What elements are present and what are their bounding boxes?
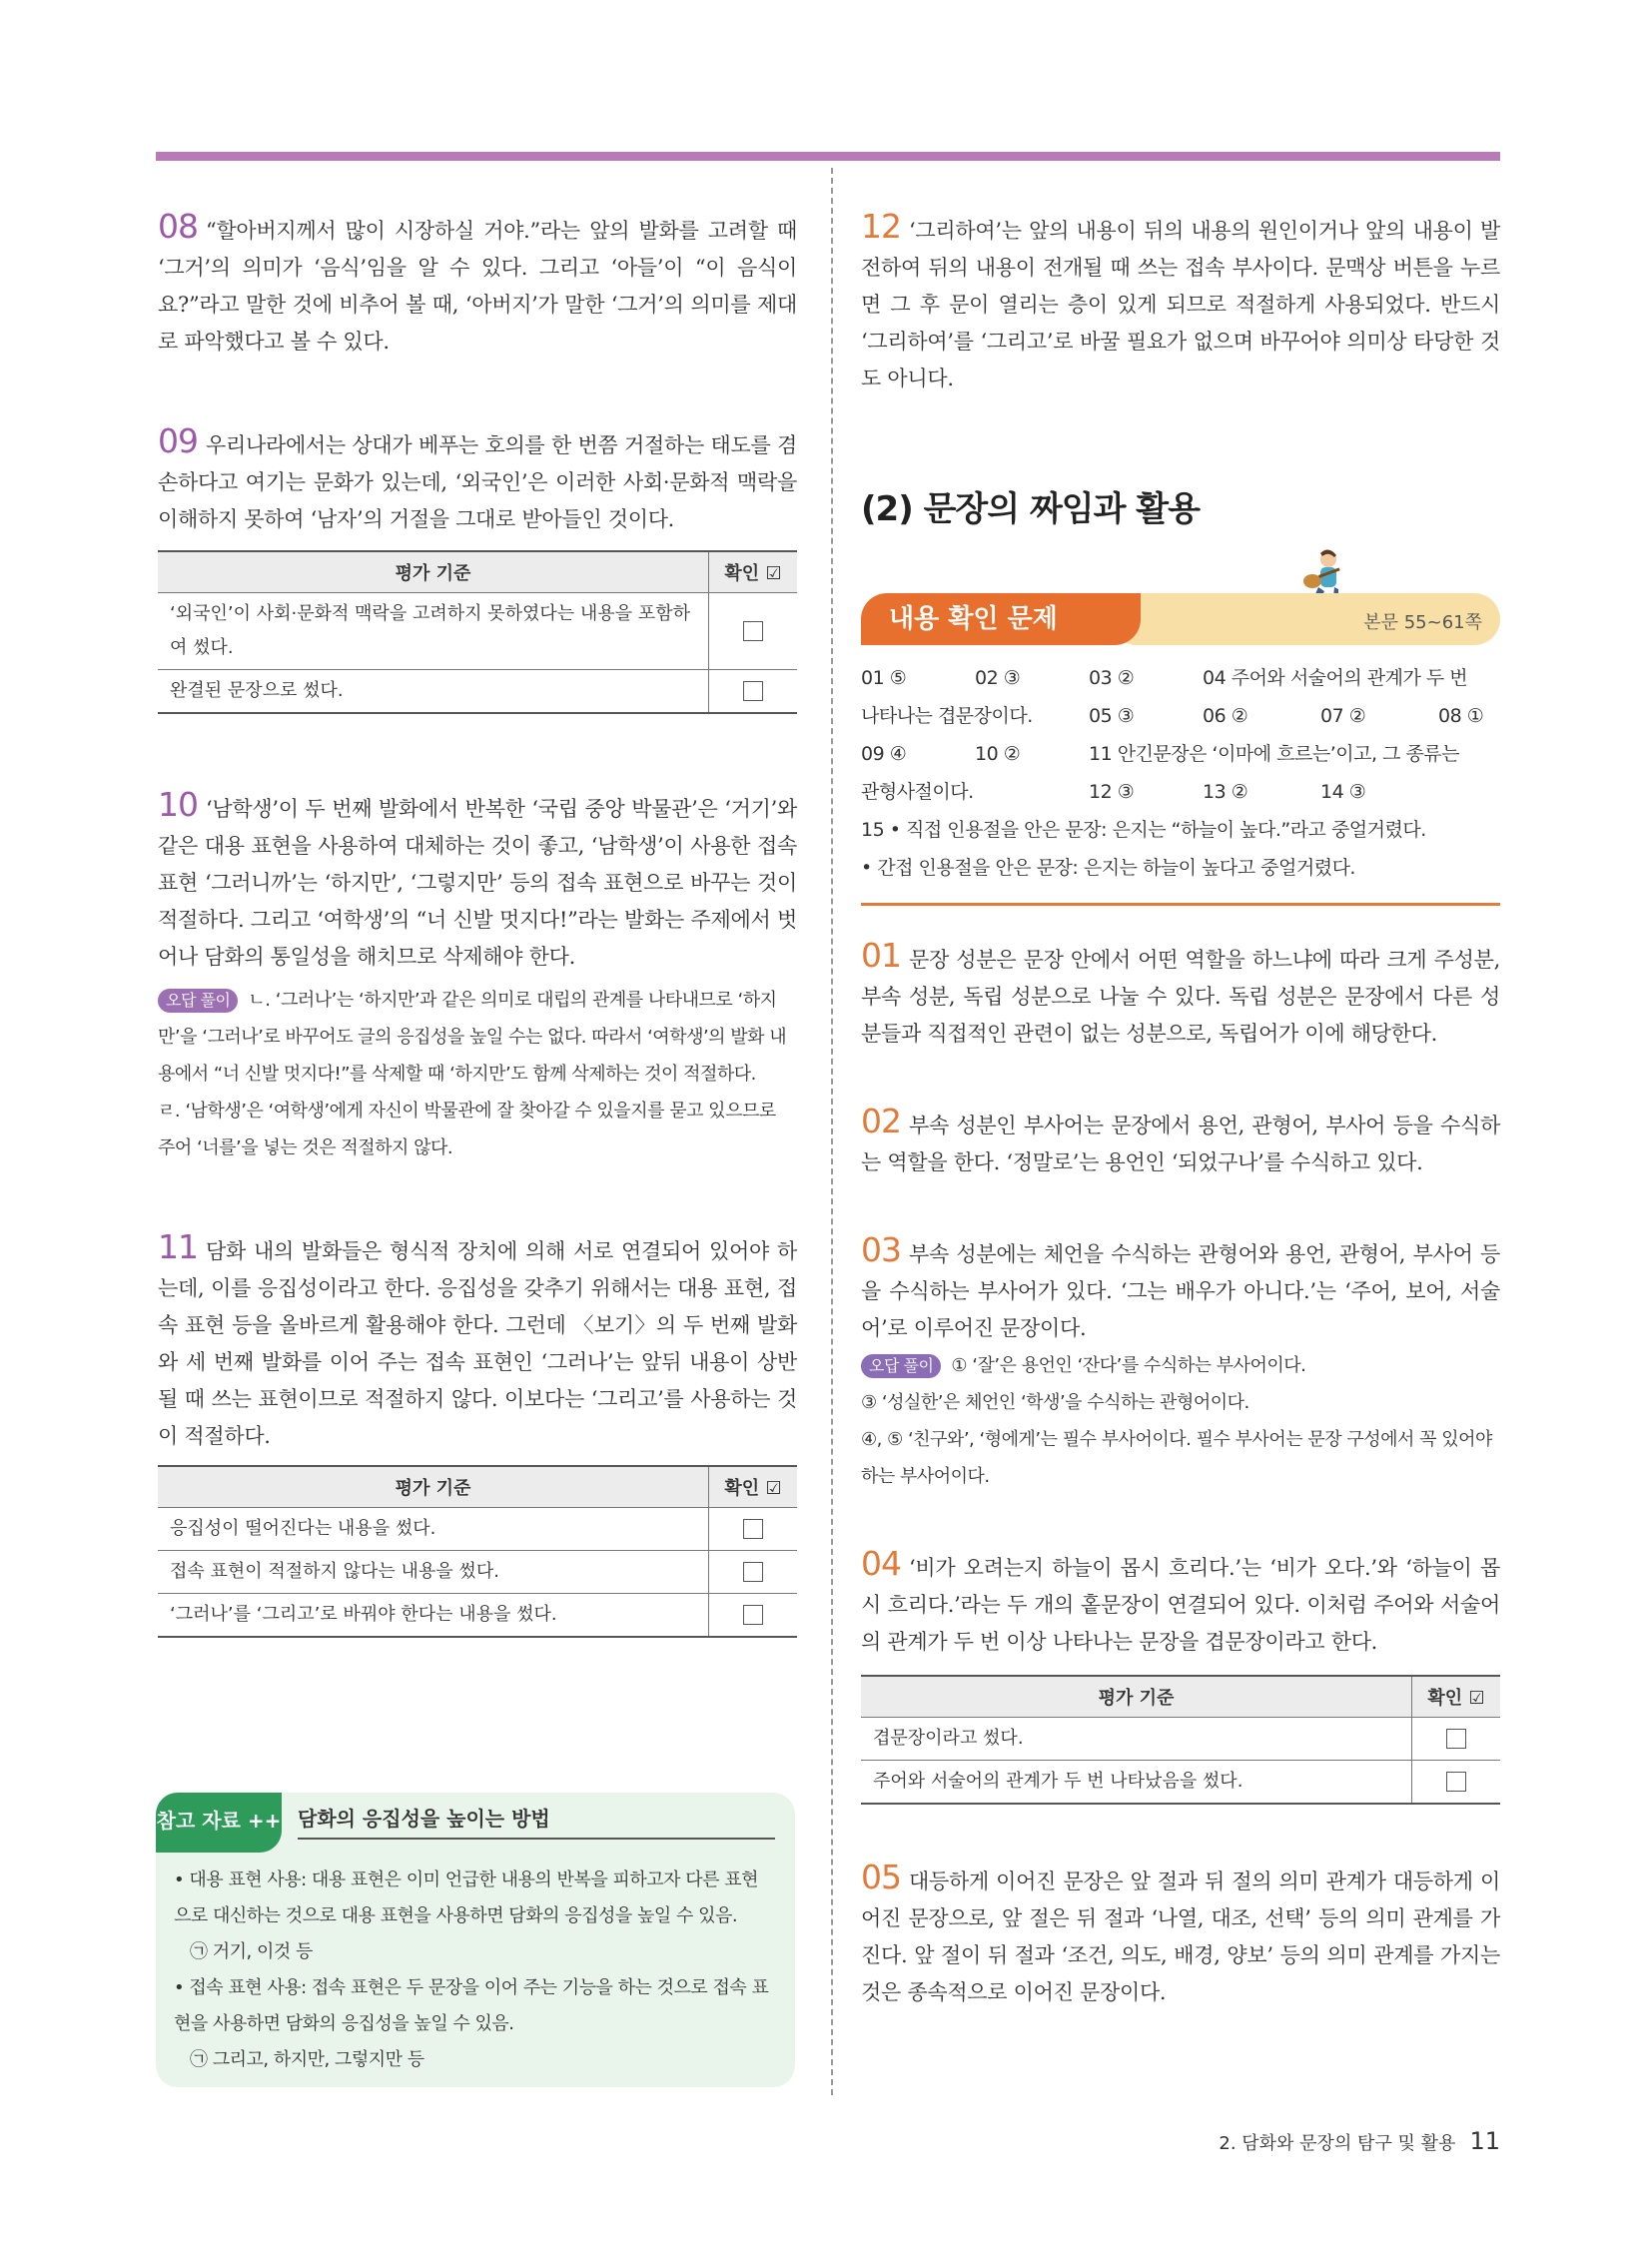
answer-12 (861, 208, 1500, 397)
answer-cell: 12 ③ (1089, 781, 1135, 803)
checkbox[interactable] (743, 1605, 763, 1625)
answer-cell: 14 ③ (1320, 781, 1366, 803)
reference-example: ㉠ 거기, 이것 등 (190, 1941, 313, 1962)
answer-02 (861, 1103, 1500, 1181)
note-line: ① ‘잘’은 용언인 ‘잔다’를 수식하는 부사어이다. (951, 1355, 1306, 1376)
content-check-banner (861, 593, 1500, 645)
chapter-title: 2. 담화와 문장의 탐구 및 활용 (1219, 2133, 1456, 2154)
answer-key (861, 659, 1500, 887)
answer-text: ‘비가 오려는지 하늘이 몹시 흐리다.’는 ‘비가 오다.’와 ‘하늘이 몹시 흐리다.’라는 두 개의 홑문장이 연결되어 있다. 이처럼 주어와 서술어의 관계가 두 번 이상 나타나는 문장을 겹문장이라고 한다. (861, 1556, 1500, 1654)
top-rule (156, 152, 1500, 161)
reference-bullet: • 대용 표현 사용: 대용 표현은 이미 언급한 내용의 반복을 피하고자 다른 표현으로 대신하는 것으로 대용 표현을 사용하면 담화의 응집성을 높일 수 있음. (174, 1869, 758, 1926)
banner-label: 내용 확인 문제 (861, 593, 1141, 645)
note-line: ③ ‘성실한’은 체언인 ‘학생’을 수식하는 관형어이다. (861, 1392, 1249, 1413)
wrong-answer-badge: 오답 풀이 (158, 989, 238, 1013)
check-header: 확인 ☑ (1412, 1676, 1501, 1718)
answer-text: 우리나라에서는 상대가 베푸는 호의를 한 번쯤 거절하는 태도를 겸손하다고 여기는 문화가 있는데, ‘외국인’은 이러한 사회·문화적 맥락을 이해하지 못하여 ‘남자’의 거절을 그대로 받아들인 것이다. (158, 433, 797, 531)
question-number: 03 (861, 1230, 901, 1269)
note-line: ㄹ. ‘남학생’은 ‘여학생’에게 자신이 박물관에 잘 찾아갈 수 있을지를 묻고 있으므로 주어 ‘너를’을 넣는 것은 적절하지 않다. (158, 1101, 776, 1158)
answer-row (861, 735, 1500, 773)
question-number: 04 (861, 1544, 901, 1583)
answer-09 (158, 422, 797, 538)
reference-bullet: • 접속 표현 사용: 접속 표현은 두 문장을 이어 주는 기능을 하는 것으로 접속 표현을 사용하면 담화의 응집성을 높일 수 있음. (174, 1977, 769, 2034)
answer-10 (158, 786, 797, 976)
answer-cell: 13 ② (1203, 781, 1248, 803)
answer-cell: 나타나는 겹문장이다. (861, 705, 1033, 727)
answer-04 (861, 1545, 1500, 1661)
question-number: 05 (861, 1858, 901, 1896)
page-number: 11 (1469, 2127, 1500, 2155)
criteria-table-04 (861, 1675, 1500, 1805)
question-number: 08 (158, 207, 198, 246)
answer-cell: 05 ③ (1089, 705, 1135, 727)
answer-text: ‘남학생’이 두 번째 발화에서 반복한 ‘국립 중앙 박물관’은 ‘거기’와 같은 대용 표현을 사용하여 대체하는 것이 좋고, ‘남학생’이 사용한 접속 표현 ‘그러니까’는 ‘하지만’, ‘그렇지만’ 등의 접속 표현으로 바꾸는 것이 적절하다. 그리고 ‘여학생’의 “너 신발 멋지다!”라는 발화는 주제에서 벗어나 담화의 통일성을 해치므로 삭제해야 한다. (158, 797, 797, 969)
answer-cell: 02 ③ (975, 667, 1021, 689)
criteria-header: 평가 기준 (158, 1466, 709, 1508)
answer-cell: 09 ④ (861, 743, 907, 765)
criteria-header: 평가 기준 (861, 1676, 1412, 1718)
answer-cell: 06 ② (1203, 705, 1248, 727)
banner-pages: 본문 55~61쪽 (1363, 612, 1482, 633)
answer-text: “할아버지께서 많이 시장하실 거야.”라는 앞의 발화를 고려할 때 ‘그거’의 의미가 ‘음식’임을 알 수 있다. 그리고 ‘아들’이 “이 음식이요?”라고 말한 것에 비추어 볼 때, ‘아버지’가 말한 ‘그거’의 의미를 제대로 파악했다고 볼 수 있다. (158, 219, 797, 354)
answer-03 (861, 1231, 1500, 1347)
criteria-row: ‘그러나’를 ‘그리고’로 바꿔야 한다는 내용을 썼다. (158, 1594, 709, 1638)
reference-body (174, 1863, 773, 2078)
answer-cell: 10 ② (975, 743, 1021, 765)
answer-01 (861, 937, 1500, 1053)
answer-row: • 간접 인용절을 안은 문장: 은지는 하늘이 높다고 중얼거렸다. (861, 857, 1355, 879)
question-number: 09 (158, 421, 198, 460)
note-line: ㄴ. ‘그러나’는 ‘하지만’과 같은 의미로 대립의 관계를 나타내므로 ‘하지만’을 ‘그러나’로 바꾸어도 글의 응집성을 높일 수는 없다. 따라서 ‘여학생’의 발화 내용에서 “너 신발 멋지다!”를 삭제할 때 ‘하지만’도 함께 삭제하는 것이 적절하다. (158, 990, 787, 1085)
wrong-answer-note-03 (861, 1347, 1500, 1495)
column-divider (831, 168, 833, 2095)
criteria-table-09 (158, 550, 797, 714)
criteria-header: 평가 기준 (158, 551, 709, 593)
answer-row: 15 • 직접 인용절을 안은 문장: 은지는 “하늘이 높다.”라고 중얼거렸다. (861, 819, 1426, 841)
left-column (158, 208, 797, 1638)
checkbox[interactable] (1446, 1729, 1466, 1749)
checkbox[interactable] (1446, 1772, 1466, 1792)
wrong-answer-note-10 (158, 982, 797, 1166)
reference-title: 담화의 응집성을 높이는 방법 (298, 1803, 775, 1840)
criteria-row: 겹문장이라고 썼다. (861, 1718, 1412, 1761)
reference-example: ㉠ 그리고, 하지만, 그렇지만 등 (190, 2049, 424, 2070)
answer-text: 부속 성분인 부사어는 문장에서 용언, 관형어, 부사어 등을 수식하는 역할을 한다. ‘정말로’는 용언인 ‘되었구나’를 수식하고 있다. (861, 1114, 1500, 1174)
right-column-bottom (861, 937, 1500, 2011)
question-number: 02 (861, 1102, 901, 1140)
answer-text: 대등하게 이어진 문장은 앞 절과 뒤 절의 의미 관계가 대등하게 이어진 문장으로, 앞 절은 뒤 절과 ‘나열, 대조, 선택’ 등의 의미 관계를 가진다. 앞 절이 뒤 절과 ‘조건, 의도, 배경, 양보’ 등의 의미 관계를 가지는 것은 종속적으로 이어진 문장이다. (861, 1869, 1500, 2004)
answer-text: 담화 내의 발화들은 형식적 장치에 의해 서로 연결되어 있어야 하는데, 이를 응집성이라고 한다. 응집성을 갖추기 위해서는 대용 표현, 접속 표현 등을 올바르게 활용해야 한다. 그런데 〈보기〉의 두 번째 발화와 세 번째 발화를 이어 주는 접속 표현인 ‘그러나’는 앞뒤 내용이 상반될 때 쓰는 표현이므로 적절하지 않다. 이보다는 ‘그리고’를 사용하는 것이 적절하다. (158, 1239, 797, 1448)
criteria-row: 완결된 문장으로 썼다. (158, 670, 709, 714)
section-title: (2) 문장의 짜임과 활용 (861, 489, 1200, 529)
answer-text: 부속 성분에는 체언을 수식하는 관형어와 용언, 관형어, 부사어 등을 수식하는 부사어가 있다. ‘그는 배우가 아니다.’는 ‘주어, 보어, 서술어’로 이루어진 문장이다. (861, 1242, 1500, 1340)
answer-text: 문장 성분은 문장 안에서 어떤 역할을 하느냐에 따라 크게 주성분, 부속 성분, 독립 성분으로 나눌 수 있다. 독립 성분은 문장에서 다른 성분들과 직접적인 관련이 없는 성분으로, 독립어가 이에 해당한다. (861, 948, 1500, 1046)
answer-row (861, 697, 1500, 735)
answer-cell: 관형사절이다. (861, 781, 974, 803)
checkbox[interactable] (743, 1519, 763, 1539)
answer-row (861, 773, 1500, 811)
criteria-table-11 (158, 1465, 797, 1638)
criteria-row: ‘외국인’이 사회·문화적 맥락을 고려하지 못하였다는 내용을 포함하여 썼다. (158, 593, 709, 670)
answer-11 (158, 1228, 797, 1455)
check-header: 확인 ☑ (709, 1466, 798, 1508)
page-footer (1219, 2127, 1500, 2155)
right-column-top (861, 208, 1500, 397)
answer-08 (158, 208, 797, 361)
criteria-row: 응집성이 떨어진다는 내용을 썼다. (158, 1508, 709, 1551)
question-number: 12 (861, 207, 901, 246)
criteria-row: 접속 표현이 적절하지 않다는 내용을 썼다. (158, 1551, 709, 1594)
answer-key-rule (861, 903, 1500, 906)
note-line: ④, ⑤ ‘친구와’, ‘형에게’는 필수 부사어이다. 필수 부사어는 문장 구성에서 꼭 있어야 하는 부사어이다. (861, 1429, 1492, 1487)
reference-tag: 참고 자료 ++ (156, 1793, 282, 1853)
answer-05 (861, 1859, 1500, 2011)
question-number: 01 (861, 936, 901, 975)
banner-bg (1111, 593, 1500, 645)
answer-text: ‘그리하여’는 앞의 내용이 뒤의 내용의 원인이거나 앞의 내용이 발전하여 뒤의 내용이 전개될 때 쓰는 접속 부사이다. 문맥상 버튼을 누르면 그 후 문이 열리는 층이 있게 되므로 적절하게 사용되었다. 반드시 ‘그리하여’를 ‘그리고’로 바꿀 필요가 없으며 바꾸어야 의미상 타당한 것도 아니다. (861, 219, 1500, 390)
answer-cell: 01 ⑤ (861, 667, 907, 689)
question-number: 10 (158, 785, 198, 824)
answer-cell: 08 ① (1438, 705, 1484, 727)
reference-box (156, 1793, 795, 2087)
answer-cell: 04 주어와 서술어의 관계가 두 번 (1203, 667, 1468, 689)
criteria-row: 주어와 서술어의 관계가 두 번 나타났음을 썼다. (861, 1761, 1412, 1805)
wrong-answer-badge: 오답 풀이 (861, 1354, 941, 1378)
checkbox[interactable] (743, 621, 763, 641)
checkbox[interactable] (743, 1562, 763, 1582)
answer-cell: 11 안긴문장은 ‘이마에 흐르는’이고, 그 종류는 (1089, 743, 1460, 765)
check-header: 확인 ☑ (709, 551, 798, 593)
question-number: 11 (158, 1227, 198, 1266)
checkbox[interactable] (743, 681, 763, 701)
answer-cell: 07 ② (1320, 705, 1366, 727)
answer-row (861, 659, 1500, 697)
answer-cell: 03 ② (1089, 667, 1135, 689)
